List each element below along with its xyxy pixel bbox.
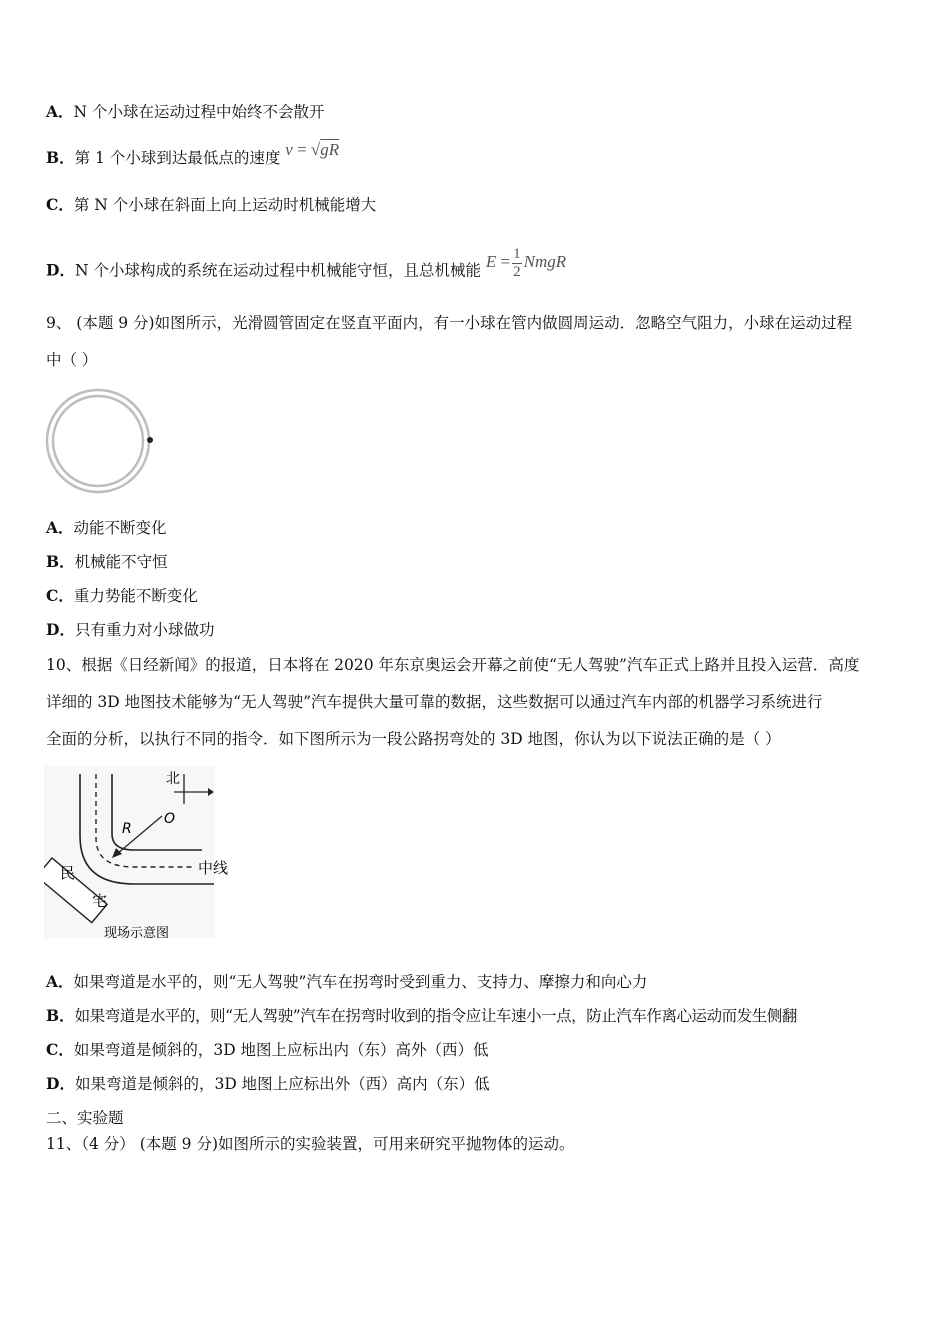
q9-stem-line2: 中（ ） — [46, 351, 98, 369]
q10-option-c: C．如果弯道是倾斜的，3D 地图上应标出内（东）高外（西）低 — [46, 1040, 489, 1059]
q10-stem-line2: 详细的 3D 地图技术能够为“无人驾驶”汽车提供大量可靠的数据，这些数据可以通过汽车内部的机器学习系统进行 — [46, 693, 823, 711]
q10-stem-line1: 10、根据《日经新闻》的报道，日本将在 2020 年东京奥运会开幕之前使“无人驾驶”汽车正式上路并且投入运营．高度 — [46, 656, 860, 674]
q11-stem: 11、（4 分） (本题 9 分)如图所示的实验装置，可用来研究平抛物体的运动。 — [46, 1135, 575, 1153]
center-o-label: O — [164, 811, 176, 827]
q8-option-c: C．第 N 个小球在斜面上向上运动时机械能增大 — [46, 195, 377, 214]
q9-option-b: B．机械能不守恒 — [46, 552, 168, 571]
house-label-2: 宅 — [92, 892, 108, 910]
radius-r-label: R — [122, 821, 132, 837]
section-title: 二、实验题 — [46, 1109, 124, 1127]
tube-outer-wall — [47, 390, 149, 492]
q10-stem-line3: 全面的分析，以执行不同的指令．如下图所示为一段公路拐弯处的 3D 地图，你认为以下说法正确的是（ ） — [46, 730, 781, 748]
q8-option-a: A．N 个小球在运动过程中始终不会散开 — [46, 102, 325, 121]
road-curve-figure — [44, 766, 236, 946]
q8-option-b: B．第 1 个小球到达最低点的速度 v = √gR — [46, 140, 340, 167]
figure-caption: 现场示意图 — [104, 926, 170, 941]
q9-option-c: C．重力势能不断变化 — [46, 586, 198, 605]
q10-option-d: D．如果弯道是倾斜的，3D 地图上应标出外（西）高内（东）低 — [46, 1074, 490, 1093]
q10-option-b: B．如果弯道是水平的，则“无人驾驶”汽车在拐弯时收到的指令应让车速小一点，防止汽车作离心运动而发生侧翻 — [46, 1006, 797, 1025]
q9-option-d: D．只有重力对小球做功 — [46, 620, 215, 639]
ball — [147, 437, 153, 443]
q9-stem-line1: 9、 (本题 9 分)如图所示，光滑圆管固定在竖直平面内，有一小球在管内做圆周运动．忽略空气阻力，小球在运动过程 — [46, 314, 853, 332]
house-label-1: 民 — [60, 864, 76, 882]
energy-formula: E = $\frac{1}{2}$ NmgR — [485, 246, 567, 280]
velocity-formula: v = √gR — [285, 140, 340, 159]
q8-option-d: D．N 个小球构成的系统在运动过程中机械能守恒，且总机械能 E = $\frac{1}{2}$ NmgR — [46, 246, 567, 280]
north-label: 北 — [166, 771, 180, 787]
q9-option-a: A．动能不断变化 — [46, 518, 167, 537]
midline-label: 中线 — [198, 859, 229, 877]
circular-tube-figure — [44, 386, 156, 498]
q10-option-a: A．如果弯道是水平的，则“无人驾驶”汽车在拐弯时受到重力、支持力、摩擦力和向心力 — [46, 972, 648, 991]
tube-inner-wall — [53, 396, 143, 486]
